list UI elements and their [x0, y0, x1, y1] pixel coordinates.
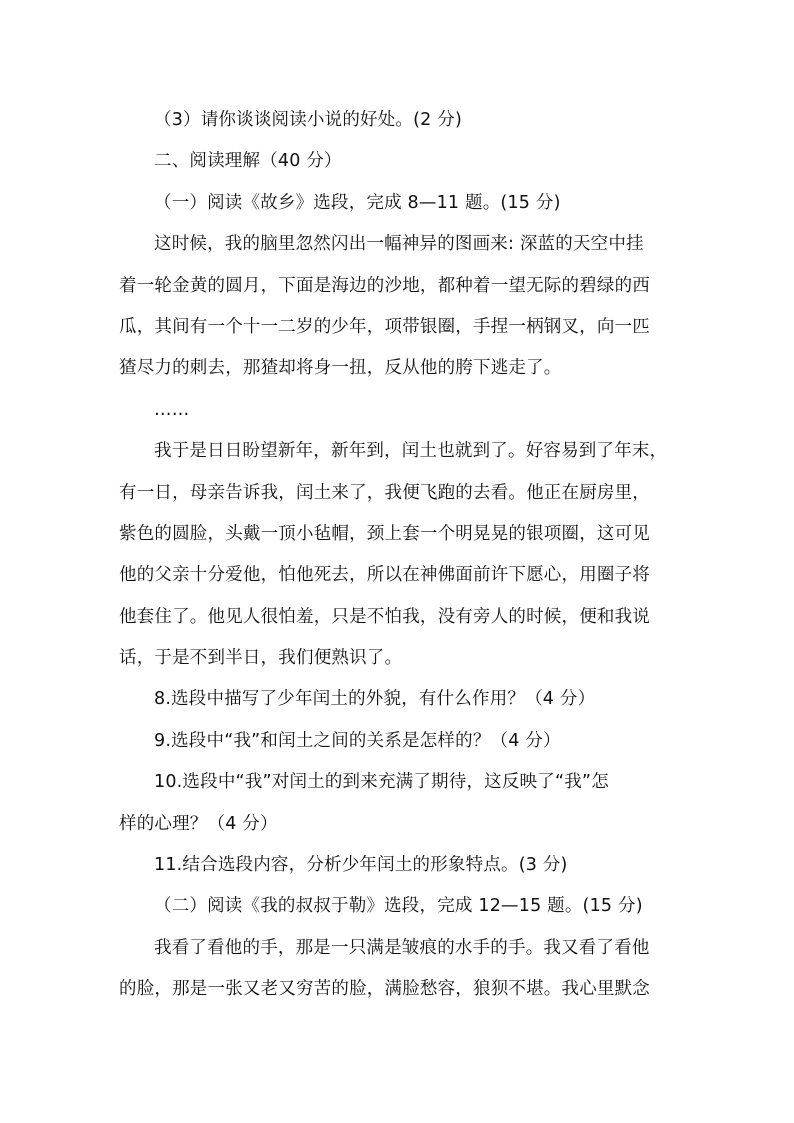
- part-2-instructions: （二）阅读《我的叔叔于勒》选段，完成 12—15 题。(15 分): [154, 896, 643, 917]
- passage-2-line: 话，于是不到半日，我们便熟识了。: [119, 648, 403, 669]
- section-heading-reading: 二、阅读理解（40 分）: [154, 151, 342, 172]
- passage-2-line: 他的父亲十分爱他，怕他死去，所以在神佛面前许下愿心，用圈子将: [119, 565, 650, 586]
- passage-2-line: 我于是日日盼望新年，新年到，闰土也就到了。好容易到了年末，: [154, 441, 668, 462]
- passage-2-line: 有一日，母亲告诉我，闰土来了，我便飞跑的去看。他正在厨房里，: [119, 482, 650, 503]
- passage-1-line: 猹尽力的刺去，那猹却将身一扭，反从他的胯下逃走了。: [119, 358, 562, 379]
- question-8: 8.选段中描写了少年闰土的外貌，有什么作用？（4 分）: [154, 689, 596, 710]
- part-1-instructions: （一）阅读《故乡》选段，完成 8—11 题。(15 分): [154, 192, 561, 213]
- passage-1-line: 着一轮金黄的圆月，下面是海边的沙地，都种着一望无际的碧绿的西: [119, 275, 650, 296]
- passage-1-line: 这时候，我的脑里忽然闪出一幅神异的图画来: 深蓝的天空中挂: [154, 234, 644, 255]
- question-3: （3）请你谈谈阅读小说的好处。(2 分): [154, 110, 462, 130]
- passage-2-line: 紫色的圆脸，头戴一顶小毡帽，颈上套一个明晃晃的银项圈，这可见: [119, 523, 650, 544]
- passage-ellipsis: ……: [154, 399, 190, 420]
- question-10-continued: 样的心理？（4 分）: [119, 813, 278, 834]
- question-10: 10.选段中“我”对闰土的到来充满了期待，这反映了“我”怎: [154, 772, 609, 793]
- question-9: 9.选段中“我”和闰土之间的关系是怎样的？（4 分）: [154, 730, 561, 751]
- passage-2-line: 他套住了。他见人很怕羞，只是不怕我，没有旁人的时候，便和我说: [119, 606, 650, 627]
- passage-3-line: 我看了看他的手，那是一只满是皱痕的水手的手。我又看了看他: [154, 937, 650, 958]
- passage-1-line: 瓜，其间有一个十一二岁的少年，项带银圈，手捏一柄钢叉，向一匹: [119, 316, 650, 337]
- passage-3-line: 的脸，那是一张又老又穷苦的脸，满脸愁容，狼狈不堪。我心里默念: [119, 979, 650, 1000]
- question-11: 11.结合选段内容，分析少年闰土的形象特点。(3 分): [154, 855, 568, 876]
- document-body: [119, 100, 679, 1011]
